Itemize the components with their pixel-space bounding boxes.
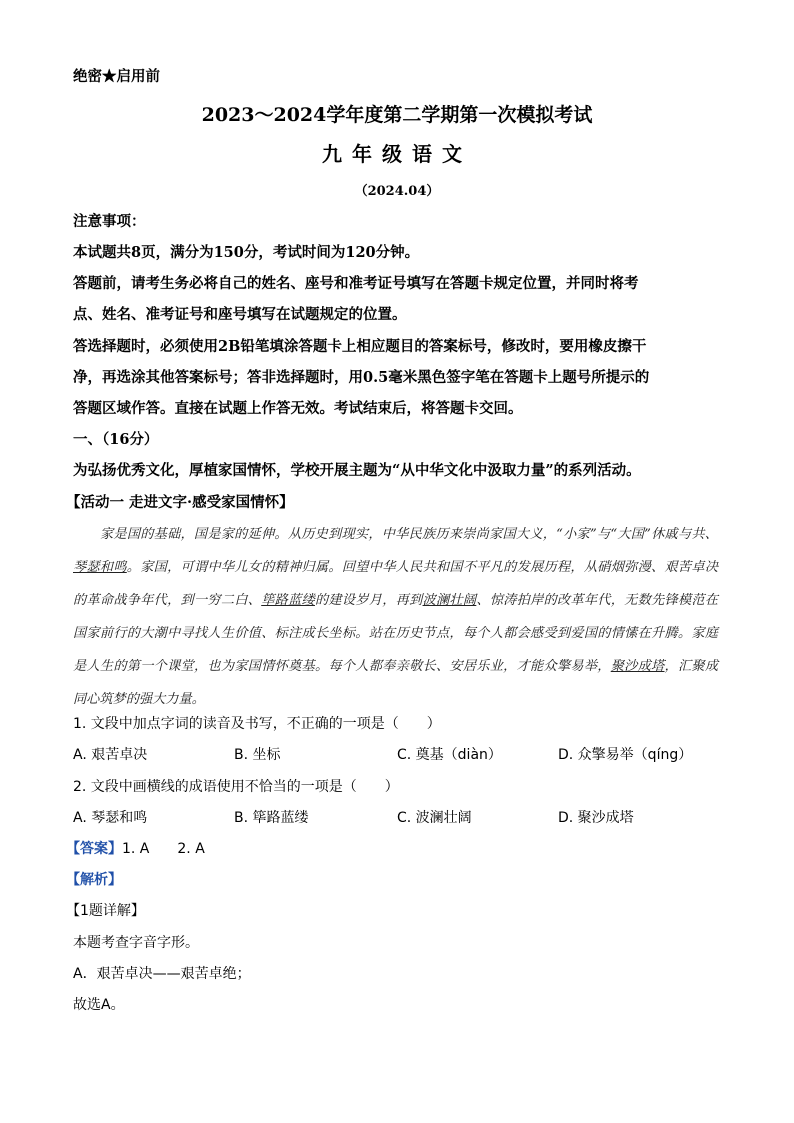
exam-title: 2023～2024学年度第二学期第一次模拟考试 [201, 104, 593, 126]
notes-line: 答选择题时，必须使用2B铅笔填涂答题卡上相应题目的答案标号，修改时，要用橡皮擦干 [73, 338, 647, 355]
answer-line [66, 838, 205, 858]
activity-title: 【活动一 走进文字·感受家国情怀】 [66, 494, 294, 511]
answer-tag: 【答案】 [66, 841, 122, 857]
q2-option-b: B. 筚路蓝缕 [234, 810, 309, 826]
section-intro: 为弘扬优秀文化，厚植家国情怀，学校开展主题为“从中华文化中汲取力量”的系列活动。 [73, 462, 641, 479]
idiom-underlined: 筚路蓝缕 [261, 593, 315, 608]
analysis-line: A．艰苦卓决——艰苦卓绝； [73, 966, 251, 982]
question-1-stem: 1. 文段中加点字词的读音及书写，不正确的一项是（ ） [73, 716, 441, 732]
q2-option-c: C. 波澜壮阔 [397, 810, 472, 826]
passage-text: 的建设岁月，再到 [314, 593, 423, 608]
q1-option-b: B. 坐标 [234, 747, 281, 763]
idiom-underlined: 琴瑟和鸣 [73, 560, 127, 575]
notes-line: 点、姓名、准考证号和座号填写在试题规定的位置。 [73, 306, 407, 323]
subject-title: 九年级语文 [322, 142, 472, 166]
passage-text: 、惊涛拍岸的改革年代，无数先锋模范在国家前行的大潮中寻找人生价值、标注成长坐标。站在历史节点，每个人都会感受到爱国的情愫在升腾。家庭是人生的第一个课堂，也为家国情怀奠基。每个人都奉亲敬长、安居乐业，才能众擎易举， [73, 593, 719, 674]
q2-option-a: A. 琴瑟和鸣 [73, 810, 148, 826]
notes-heading: 注意事项： [73, 213, 146, 230]
notes-line: 答题区域作答。直接在试题上作答无效。考试结束后，将答题卡交回。 [73, 400, 523, 417]
passage-text: 。家国，可谓中华儿女的精神归属。回望中华人民共和国不平凡的发展历程，从硝烟弥漫、艰苦卓决的革命战争年代，到一穷二白、 [73, 560, 719, 608]
q1-option-c: C. 奠基（diàn） [397, 747, 502, 763]
notes-line: 本试题共8页，满分为150分，考试时间为120分钟。 [73, 244, 420, 261]
secret-mark: 绝密★启用前 [73, 68, 160, 85]
passage-text: ，汇聚成同心筑梦的强大力量。 [73, 659, 719, 707]
analysis-tag: 【解析】 [66, 872, 122, 888]
answer-text: 1. A 2. A [122, 841, 205, 857]
notes-line: 净，再选涂其他答案标号；答非选择题时，用0.5毫米黑色签字笔在答题卡上题号所提示的 [73, 369, 650, 386]
detail-heading: 【1题详解】 [66, 903, 145, 919]
q1-option-d: D. 众擎易举（qíng） [558, 747, 693, 763]
reading-passage [73, 518, 718, 716]
idiom-underlined: 聚沙成塔 [610, 659, 665, 674]
q2-option-d: D. 聚沙成塔 [558, 810, 634, 826]
q1-option-a: A. 艰苦卓决 [73, 747, 148, 763]
idiom-underlined: 波澜壮阔 [422, 593, 477, 608]
analysis-line: 本题考查字音字形。 [73, 935, 199, 951]
notes-line: 答题前，请考生务必将自己的姓名、座号和准考证号填写在答题卡规定位置，并同时将考 [73, 275, 639, 292]
exam-date: （2024.04） [354, 184, 440, 199]
analysis-line: 故选A。 [73, 997, 125, 1013]
question-2-stem: 2. 文段中画横线的成语使用不恰当的一项是（ ） [73, 779, 399, 795]
passage-text: 家是国的基础，国是家的延伸。从历史到现实，中华民族历来崇尚家国大义，“小家”与“大国”休戚与共、 [100, 527, 718, 542]
section-heading: 一、（16分） [73, 431, 159, 448]
